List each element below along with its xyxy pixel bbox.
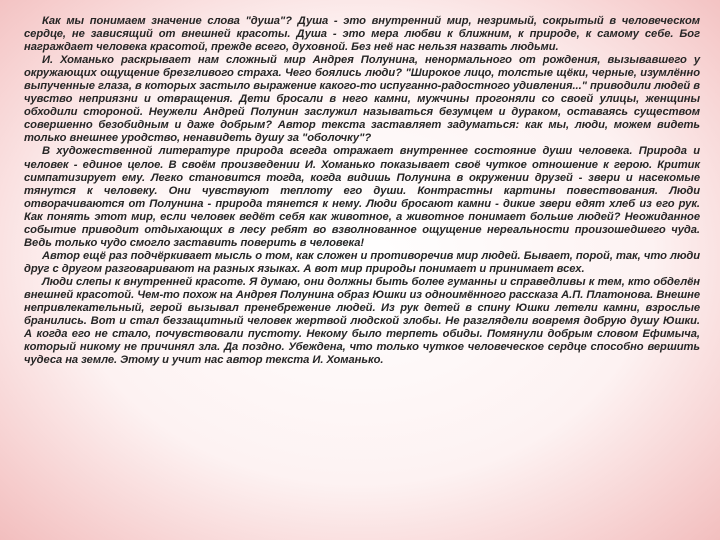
paragraph-soul-definition: Как мы понимаем значение слова "душа"? Душа - это внутренний мир, незримый, сокрытый в человеческом сердце, не зависящий от внешней красоты. Душа - это мера любви к ближним, к природе, к самому себе. Бог награждает человека красотой, прежде всего, духовной. Без неё нас нельзя назвать людьми. (24, 15, 700, 54)
paragraph-nature-and-man: В художественной литературе природа всегда отражает внутреннее состояние души человека. Природа и человек - единое целое. В своём произведении И. Хоманько показывает своё чуткое отношение к герою. Критик симпатизирует ему. Легко становится тогда, когда видишь Полунина в окружении друзей - звери и насекомые тянутся к человеку. Они чувствуют теплоту его души. Контрастны картины повествования. Люди отворачиваются от Полунина - природа тянется к нему. Люди бросают камни - дикие звери едят хлеб из его рук. Как понять этот мир, если человек ведёт себя как животное, а животное понимает больше людей? Неожиданное событие приводит отдыхающих в лесу ребят во взволнованное ощущение нереальности произошедшего чуда. Ведь только чудо смогло заставить поверить в человека! (24, 145, 700, 249)
essay-text (24, 15, 700, 367)
paragraph-world-of-people: Автор ещё раз подчёркивает мысль о том, как сложен и противоречив мир людей. Бывает, порой, так, что люди друг с другом разговаривают на разных языках. А вот мир природы понимает и принимает всех. (24, 249, 700, 275)
paragraph-inner-beauty: Люди слепы к внутренней красоте. Я думаю, они должны быть более гуманны и справедливы к тем, кто обделён внешней красотой. Чем-то похож на Андрея Полунина образ Юшки из одноимённого рассказа А.П. Платонова. Внешне непривлекательный, герой вызывал пренебрежение людей. Из рук детей в спину Юшки летели камни, взрослые бранились. Вот и стал беззащитный человек жертвой людской злобы. Не разглядели вовремя добрую душу Юшки. А когда его не стало, почувствовали пустоту. Некому было терпеть обиды. Помянули добрым словом Ефимыча, который никому не причинял зла. Да поздно. Убеждена, что только чуткое человеческое сердце способно вершить чудеса на земле. Этому и учит нас автор текста И. Хоманько. (24, 275, 700, 367)
paragraph-andrey-polunin: И. Хоманько раскрывает нам сложный мир Андрея Полунина, ненормального от рождения, вызывавшего у окружающих ощущение брезгливого страха. Чего боялись люди? "Широкое лицо, толстые щёки, черные, изумлённо выпученные глаза, в которых застыло выражение какого-то испуганно-радостного удивления..." приводили людей в чувство неприязни и отвращения. Дети бросали в него камни, мужчины прогоняли со своей улицы, женщины обходили стороной. Неужели Андрей Полунин заслужил называться безумцем и дураком, оставаясь существом совершенно безобидным и даже добрым? Автор текста заставляет задуматься: как мы, люди, можем видеть только внешнее уродство, ненавидеть душу за "оболочку"? (24, 54, 700, 145)
